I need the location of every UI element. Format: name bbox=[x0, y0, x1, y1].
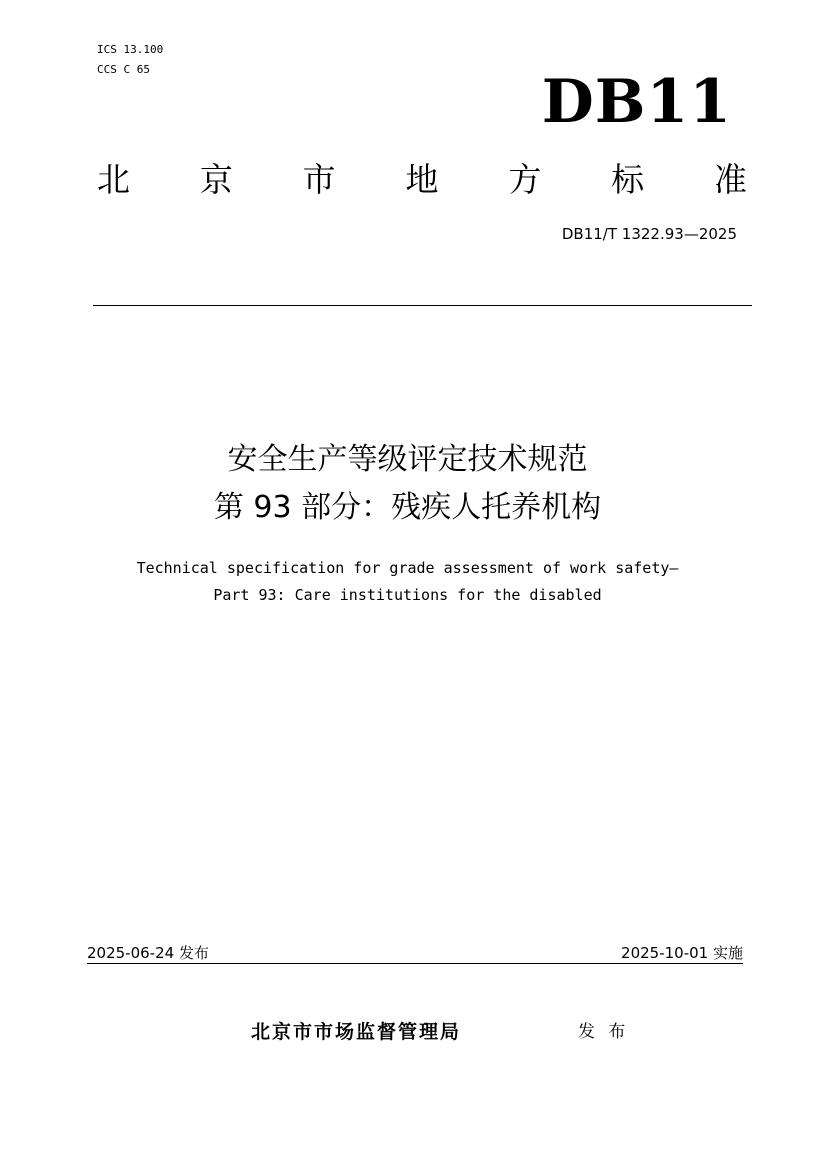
publish-label: 发 布 bbox=[578, 1022, 630, 1042]
ics-code: ICS 13.100 bbox=[97, 43, 164, 56]
standard-type-heading bbox=[97, 158, 747, 202]
issue-date: 2025-06-24 发布 bbox=[87, 944, 209, 962]
title-cn-line-2: 第 93 部分：残疾人托养机构 bbox=[213, 490, 602, 525]
standard-type-char: 准 bbox=[713, 160, 747, 199]
footer-divider bbox=[87, 963, 743, 964]
title-en-line-2: Part 93: Care institutions for the disabled bbox=[213, 586, 602, 604]
ccs-code: CCS C 65 bbox=[97, 63, 150, 76]
header-divider bbox=[93, 305, 752, 306]
standard-type-char: 地 bbox=[405, 160, 439, 199]
db11-logo: DB11 bbox=[541, 67, 732, 137]
publisher-name: 北京市市场监督管理局 bbox=[251, 1021, 462, 1043]
title-en-line-1: Technical specification for grade assessment of work safety— bbox=[136, 559, 679, 577]
standard-type-char: 方 bbox=[508, 160, 542, 199]
standard-type-char: 标 bbox=[611, 160, 645, 199]
standard-number: DB11/T 1322.93—2025 bbox=[561, 225, 737, 243]
standard-type-char: 北 bbox=[97, 160, 130, 199]
implementation-date: 2025-10-01 实施 bbox=[621, 944, 743, 962]
standard-type-char: 市 bbox=[302, 160, 336, 199]
standard-type-char: 京 bbox=[199, 160, 233, 199]
title-cn-line-1: 安全生产等级评定技术规范 bbox=[227, 442, 588, 477]
